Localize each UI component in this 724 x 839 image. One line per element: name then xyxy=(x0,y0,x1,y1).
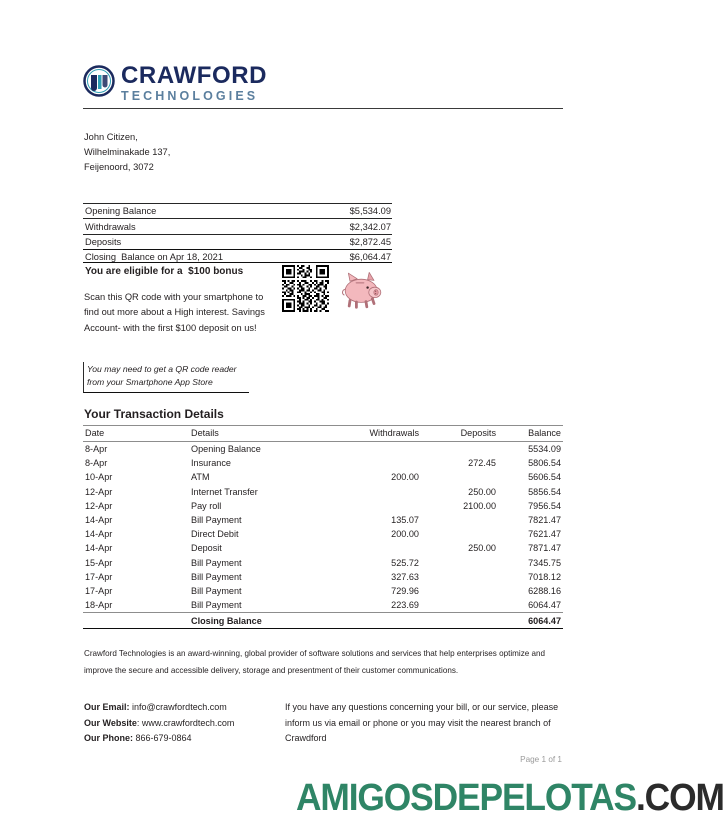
customer-city: Feijenoord, 3072 xyxy=(84,162,154,173)
qr-reader-note xyxy=(83,362,249,393)
cell-date: 10-Apr xyxy=(85,472,113,483)
table-row xyxy=(83,598,563,613)
cell-deposits: 2100.00 xyxy=(463,500,496,511)
summary-row xyxy=(83,203,392,218)
cell-date: 12-Apr xyxy=(85,486,113,497)
cell-details: Closing Balance xyxy=(189,613,336,629)
column-header-date: Date xyxy=(83,426,189,442)
cell-date: 14-Apr xyxy=(85,515,113,526)
cell-withdrawals: 729.96 xyxy=(391,585,419,596)
site-watermark xyxy=(296,779,724,817)
inquiry-text: If you have any questions concerning your bill, or our service, please inform us via email or phone or you may visit the nearest branch of Crawdford xyxy=(285,702,559,743)
cell-date: 18-Apr xyxy=(85,600,113,611)
contact-website-line xyxy=(84,716,234,732)
company-blurb: Crawford Technologies is an award-winning, global provider of software solutions and services that help enterprises optimize and improve the secure and accessible delivery, storage and presentment of their customer communications. xyxy=(84,649,545,675)
piggy-bank-icon xyxy=(338,270,382,308)
cell-balance: 7871.47 xyxy=(528,543,561,554)
contact-email-label: Our Email: xyxy=(84,702,130,712)
table-row xyxy=(83,556,563,570)
cell-balance: 6064.47 xyxy=(528,600,561,611)
qr-reader-note-line2: from your Smartphone App Store xyxy=(87,377,213,387)
column-header-deposits: Deposits xyxy=(421,426,498,442)
cell-withdrawals: 525.72 xyxy=(391,557,419,568)
table-row xyxy=(83,456,563,470)
watermark-green-text: AMIGOSDEPELOTAS xyxy=(296,777,636,819)
cell-deposits xyxy=(421,527,498,541)
cell-details: Bill Payment xyxy=(191,585,242,596)
cell-details: Pay roll xyxy=(191,500,222,511)
bonus-banner: You are eligible for a $100 bonus xyxy=(83,262,392,279)
cell-deposits xyxy=(421,442,498,457)
table-row xyxy=(83,584,563,598)
table-row xyxy=(83,442,563,457)
cell-withdrawals xyxy=(336,613,421,629)
customer-address xyxy=(84,130,170,176)
summary-closing-label: Closing Balance on Apr 18, 2021 xyxy=(85,252,224,263)
table-header-row xyxy=(83,426,563,442)
cell-details: Opening Balance xyxy=(191,444,261,455)
cell-balance: 7018.12 xyxy=(528,571,561,582)
cell-details: Bill Payment xyxy=(191,600,242,611)
cell-withdrawals: 327.63 xyxy=(391,571,419,582)
cell-date: 15-Apr xyxy=(85,557,113,568)
cell-date: 14-Apr xyxy=(85,543,113,554)
cell-details: Bill Payment xyxy=(191,515,242,526)
cell-date: 8-Apr xyxy=(85,458,108,469)
cell-deposits xyxy=(421,556,498,570)
customer-street: Wilhelminakade 137, xyxy=(84,147,171,158)
cell-withdrawals: 135.07 xyxy=(391,515,419,526)
cell-deposits: 250.00 xyxy=(468,486,496,497)
cell-details: Internet Transfer xyxy=(191,486,258,497)
table-row xyxy=(83,470,563,484)
cell-date: 8-Apr xyxy=(85,444,108,455)
transactions-title: Your Transaction Details xyxy=(84,407,224,421)
cell-deposits: 272.45 xyxy=(468,458,496,469)
contact-phone-line xyxy=(84,731,234,747)
summary-label: Opening Balance xyxy=(85,206,157,217)
qr-instructions: Scan this QR code with your smartphone to find out more about a High interest. Savings Account- with the first $100 deposit on us! xyxy=(84,292,265,333)
balance-summary xyxy=(83,203,392,265)
cell-balance: 6288.16 xyxy=(528,585,561,596)
cell-deposits xyxy=(421,584,498,598)
header-divider xyxy=(83,108,563,109)
cell-date: 17-Apr xyxy=(85,585,113,596)
cell-date: 17-Apr xyxy=(85,571,113,582)
summary-label: Deposits xyxy=(85,236,122,247)
cell-withdrawals: 200.00 xyxy=(391,472,419,483)
cell-withdrawals: 223.69 xyxy=(391,600,419,611)
cell-details: Direct Debit xyxy=(191,529,239,540)
cell-balance: 5806.54 xyxy=(528,458,561,469)
contact-website-value[interactable]: : www.crawfordtech.com xyxy=(136,717,235,728)
cell-balance: 6064.47 xyxy=(498,613,563,629)
cell-withdrawals xyxy=(336,456,421,470)
cell-deposits xyxy=(421,470,498,484)
cell-details: Bill Payment xyxy=(191,571,242,582)
cell-balance: 7345.75 xyxy=(528,557,561,568)
column-header-details: Details xyxy=(189,426,336,442)
cell-withdrawals: 200.00 xyxy=(391,529,419,540)
qr-code-icon xyxy=(282,265,329,312)
brand-name: CRAWFORD xyxy=(121,62,268,89)
transactions-table xyxy=(83,425,563,629)
column-header-balance: Balance xyxy=(498,426,563,442)
cell-details: Deposit xyxy=(191,543,222,554)
cell-withdrawals xyxy=(336,541,421,555)
cell-date: 12-Apr xyxy=(85,500,113,511)
contact-email-value[interactable]: info@crawfordtech.com xyxy=(132,702,227,712)
table-row xyxy=(83,570,563,584)
contact-phone-value: 866-679-0864 xyxy=(135,733,192,743)
watermark-dark-text: .COM xyxy=(635,777,724,819)
cell-balance: 5856.54 xyxy=(528,486,561,497)
cell-balance: 5606.54 xyxy=(528,472,561,483)
cell-deposits: 250.00 xyxy=(468,543,496,554)
cell-withdrawals xyxy=(336,499,421,513)
qr-reader-note-line1: You may need to get a QR code reader xyxy=(87,364,237,374)
customer-name: John Citizen, xyxy=(84,132,138,142)
summary-value: $5,534.09 xyxy=(349,206,391,217)
column-header-withdrawals: Withdrawals xyxy=(336,426,421,442)
cell-date: 14-Apr xyxy=(85,529,113,540)
cell-details: ATM xyxy=(191,472,210,483)
cell-balance: 7621.47 xyxy=(528,529,561,540)
page-number: Page 1 of 1 xyxy=(520,755,562,764)
table-row xyxy=(83,527,563,541)
summary-row xyxy=(83,218,392,233)
cell-deposits xyxy=(421,613,498,629)
table-row xyxy=(83,513,563,527)
cell-balance: 5534.09 xyxy=(528,444,561,455)
cell-deposits xyxy=(421,513,498,527)
cell-date xyxy=(83,613,189,629)
table-row xyxy=(83,485,563,499)
cell-deposits xyxy=(421,598,498,613)
summary-label: Withdrawals xyxy=(85,221,136,232)
cell-balance: 7821.47 xyxy=(528,515,561,526)
closing-balance-row xyxy=(83,613,563,629)
brand-subtitle: TECHNOLOGIES xyxy=(121,89,259,103)
contact-website-label: Our Website xyxy=(84,717,137,728)
summary-value: $2,342.07 xyxy=(349,221,391,232)
cell-balance: 7956.54 xyxy=(528,500,561,511)
contact-email-line xyxy=(84,700,234,716)
cell-withdrawals xyxy=(336,442,421,457)
contact-phone-label: Our Phone: xyxy=(84,733,133,743)
cell-withdrawals xyxy=(336,485,421,499)
contact-block xyxy=(84,700,234,747)
cell-details: Insurance xyxy=(191,458,231,469)
brand-logo xyxy=(83,64,267,103)
summary-row xyxy=(83,234,392,249)
table-row xyxy=(83,541,563,555)
crawford-circle-logo-icon xyxy=(83,65,115,97)
cell-details: Bill Payment xyxy=(191,557,242,568)
table-row xyxy=(83,499,563,513)
summary-closing-value: $6,064.47 xyxy=(349,252,391,263)
cell-deposits xyxy=(421,570,498,584)
summary-value: $2,872.45 xyxy=(349,236,391,247)
